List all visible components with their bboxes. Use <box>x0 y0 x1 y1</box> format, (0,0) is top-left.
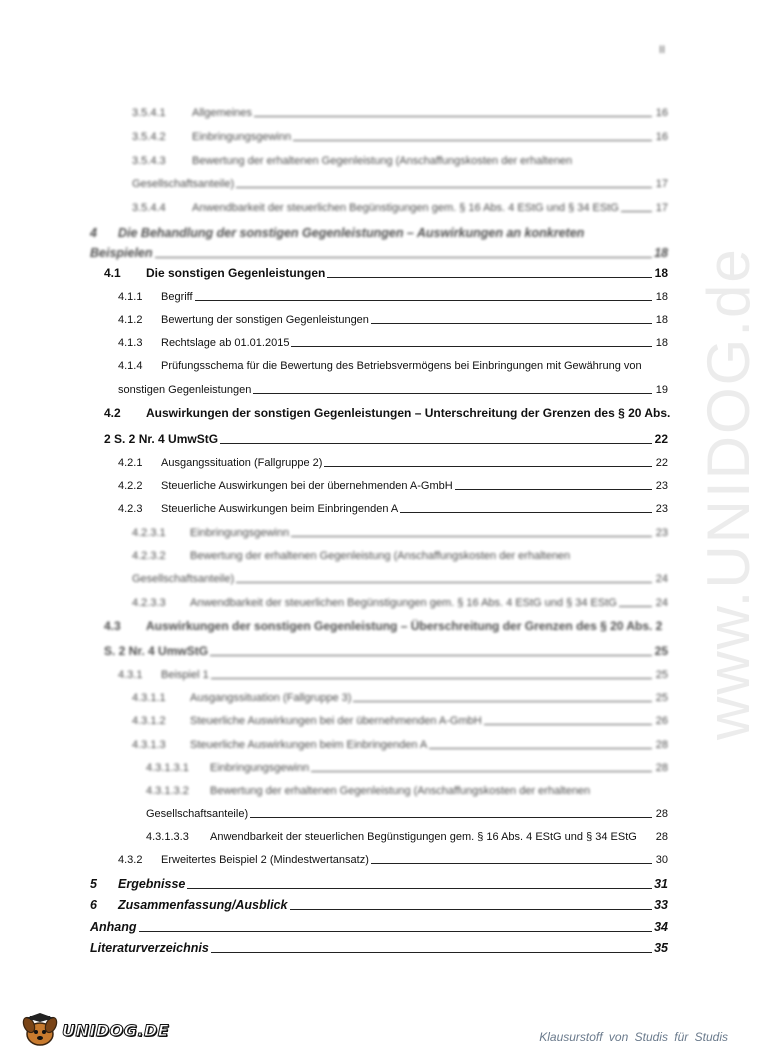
toc-entry <box>132 155 668 167</box>
toc-entry-page: 19 <box>655 384 668 396</box>
toc-entry <box>118 384 668 396</box>
toc-leader <box>291 536 652 537</box>
toc-entry-number: 4.2.3.2 <box>132 550 166 562</box>
toc-entry-number: 6 <box>90 898 97 912</box>
toc-entry-number: 4.2 <box>104 406 121 420</box>
toc-leader <box>290 909 653 910</box>
toc-entry-number: 4.3.2 <box>118 854 143 866</box>
toc-entry-page: 17 <box>655 178 668 190</box>
toc-entry <box>146 785 668 797</box>
toc-leader <box>324 466 652 467</box>
toc-entry-title: Anwendbarkeit der steuerlichen Begünstigungen gem. § 16 Abs. 4 EStG und § 34 EStG <box>210 831 637 843</box>
toc-leader <box>236 187 652 188</box>
toc-entry-number: 4.3.1.1 <box>132 692 166 704</box>
toc-entry-number: 4.2.3 <box>118 503 143 515</box>
toc-entry-page: 25 <box>654 644 668 658</box>
toc-entry-page: 28 <box>655 739 668 751</box>
toc-leader <box>429 748 652 749</box>
toc-entry <box>146 808 668 820</box>
toc-leader <box>236 582 652 583</box>
toc-entry-page: 18 <box>654 246 668 260</box>
toc-entry-title: Zusammenfassung/Ausblick <box>118 898 288 912</box>
toc-leader <box>293 140 652 141</box>
toc-entry-title: Erweitertes Beispiel 2 (Mindestwertansatz) <box>161 854 369 866</box>
toc-entry-number: 4.3 <box>104 619 121 633</box>
toc-entry-title: Einbringungsgewinn <box>210 762 310 774</box>
toc-entry <box>146 831 668 843</box>
toc-entry <box>90 941 668 955</box>
toc-entry-number: 4.2.1 <box>118 457 143 469</box>
toc-entry <box>118 480 668 492</box>
toc-entry-title: Die sonstigen Gegenleistungen <box>146 266 326 280</box>
toc-entry <box>104 266 668 280</box>
toc-entry-page: 30 <box>655 854 668 866</box>
toc-entry <box>104 644 668 658</box>
toc-entry <box>118 314 668 326</box>
toc-leader <box>311 771 652 772</box>
toc-entry <box>132 131 668 143</box>
toc-leader <box>371 863 652 864</box>
toc-entry-title: Bewertung der erhaltenen Gegenleistung (Anschaffungskosten der erhaltenen <box>190 550 571 562</box>
toc-entry-page: 28 <box>655 762 668 774</box>
toc-entry-page: 23 <box>655 503 668 515</box>
unidog-logo <box>20 1012 169 1048</box>
toc-entry-number: 3.5.4.2 <box>132 131 166 143</box>
toc-entry-title: Die Behandlung der sonstigen Gegenleistungen – Auswirkungen an konkreten <box>118 226 585 240</box>
toc-entry <box>132 739 668 751</box>
toc-leader <box>139 931 652 932</box>
toc-entry-title: Steuerliche Auswirkungen bei der übernehmenden A-GmbH <box>161 480 453 492</box>
toc-leader <box>210 655 652 656</box>
toc-entry <box>104 406 671 420</box>
toc-leader <box>353 701 652 702</box>
toc-entry-page: 16 <box>655 107 668 119</box>
toc-entry-number: 4.1.2 <box>118 314 143 326</box>
toc-entry <box>132 550 668 562</box>
toc-entry <box>118 360 668 372</box>
toc-entry-title: S. 2 Nr. 4 UmwStG <box>104 644 209 658</box>
toc-entry-page: 17 <box>655 202 668 214</box>
toc-leader <box>220 443 652 444</box>
toc-entry-page: 18 <box>654 266 668 280</box>
toc-entry <box>132 692 668 704</box>
toc-entry-page: 23 <box>655 527 668 539</box>
toc-entry-page: 18 <box>655 314 668 326</box>
toc-entry-page: 31 <box>654 877 668 891</box>
toc-entry <box>104 432 668 446</box>
toc-entry <box>90 920 668 934</box>
footer-tagline: Klausurstoff von Studis für Studis <box>539 1030 728 1044</box>
toc-entry-page: 22 <box>655 457 668 469</box>
toc-entry-title: Allgemeines <box>192 107 252 119</box>
toc-entry-page: 35 <box>654 941 668 955</box>
toc-entry-title: 2 S. 2 Nr. 4 UmwStG <box>104 432 219 446</box>
toc-entry-number: 4.1 <box>104 266 121 280</box>
toc-entry-page: 23 <box>655 480 668 492</box>
toc-leader <box>211 678 652 679</box>
toc-leader <box>619 606 652 607</box>
toc-entry-title: Steuerliche Auswirkungen beim Einbringenden A <box>161 503 399 515</box>
toc-entry-title: Rechtslage ab 01.01.2015 <box>161 337 290 349</box>
toc-entry-title: Beispiel 1 <box>161 669 209 681</box>
toc-entry-title: Ausgangssituation (Fallgruppe 3) <box>190 692 352 704</box>
toc-entry <box>90 877 668 891</box>
toc-entry-title: Anwendbarkeit der steuerlichen Begünstigungen gem. § 16 Abs. 4 EStG und § 34 EStG <box>190 597 617 609</box>
toc-entry-title: sonstigen Gegenleistungen <box>118 384 252 396</box>
toc-entry-page: 26 <box>655 715 668 727</box>
dog-mascot-icon <box>20 1012 60 1048</box>
toc-entry-title: Auswirkungen der sonstigen Gegenleistung – Überschreitung der Grenzen des § 20 Abs. 2 <box>146 619 663 633</box>
toc-entry <box>132 107 668 119</box>
toc-entry-page: 28 <box>655 808 668 820</box>
toc-leader <box>250 817 652 818</box>
toc-entry-number: 4.3.1.3.1 <box>146 762 189 774</box>
toc-leader <box>155 257 652 258</box>
toc-entry-number: 4.1.1 <box>118 291 143 303</box>
toc-entry-title: Prüfungsschema für die Bewertung des Betriebsvermögens bei Einbringungen mit Gewährung von <box>161 360 642 372</box>
toc-leader <box>371 323 652 324</box>
toc-entry <box>146 762 668 774</box>
watermark: www.UNIDOG.de <box>695 247 762 740</box>
toc-entry <box>132 202 668 214</box>
toc-entry-page: 22 <box>654 432 668 446</box>
toc-entry-number: 4.3.1.3.3 <box>146 831 189 843</box>
toc-entry-number: 4.2.3.1 <box>132 527 166 539</box>
toc-entry-page: 33 <box>654 898 668 912</box>
toc-entry <box>132 573 668 585</box>
toc-entry-title: Steuerliche Auswirkungen bei der übernehmenden A-GmbH <box>190 715 482 727</box>
toc-entry-page: 24 <box>655 597 668 609</box>
toc-entry-page: 18 <box>655 291 668 303</box>
toc-entry-title: Gesellschaftsanteile) <box>132 573 235 585</box>
toc-entry-number: 4.3.1 <box>118 669 143 681</box>
toc-entry-title: Gesellschaftsanteile) <box>132 178 235 190</box>
toc-entry-number: 5 <box>90 877 97 891</box>
toc-entry-title: Einbringungsgewinn <box>192 131 292 143</box>
toc-leader <box>254 116 652 117</box>
toc-entry <box>132 527 668 539</box>
toc-entry-page: 28 <box>655 831 668 843</box>
toc-leader <box>327 277 652 278</box>
toc-entry <box>118 854 668 866</box>
toc-entry <box>132 597 668 609</box>
toc-entry-page: 25 <box>655 669 668 681</box>
toc-entry-page: 18 <box>655 337 668 349</box>
toc-entry-title: Bewertung der erhaltenen Gegenleistung (Anschaffungskosten der erhaltenen <box>210 785 591 797</box>
toc-entry-title: Ergebnisse <box>118 877 186 891</box>
toc-entry-number: 4.3.1.3.2 <box>146 785 189 797</box>
toc-entry-page: 24 <box>655 573 668 585</box>
toc-entry-number: 3.5.4.3 <box>132 155 166 167</box>
toc-entry <box>118 337 668 349</box>
toc-entry-title: Beispielen <box>90 246 153 260</box>
toc-entry <box>118 503 668 515</box>
toc-entry-title: Bewertung der sonstigen Gegenleistungen <box>161 314 369 326</box>
toc-entry-number: 4.2.3.3 <box>132 597 166 609</box>
toc-leader <box>400 512 652 513</box>
toc-entry-page: 25 <box>655 692 668 704</box>
toc-leader <box>291 346 652 347</box>
toc-entry-title: Anwendbarkeit der steuerlichen Begünstigungen gem. § 16 Abs. 4 EStG und § 34 EStG <box>192 202 619 214</box>
toc-entry-title: Literaturverzeichnis <box>90 941 209 955</box>
toc-entry <box>132 715 668 727</box>
toc-entry-title: Begriff <box>161 291 193 303</box>
toc-entry-title: Gesellschaftsanteile) <box>146 808 249 820</box>
toc-entry-number: 4.1.3 <box>118 337 143 349</box>
toc-leader <box>455 489 652 490</box>
toc-entry-number: 4.3.1.2 <box>132 715 166 727</box>
toc-leader <box>621 211 652 212</box>
toc-entry-title: Ausgangssituation (Fallgruppe 2) <box>161 457 323 469</box>
toc-entry-number: 4.3.1.3 <box>132 739 166 751</box>
toc-entry-number: 4.1.4 <box>118 360 143 372</box>
toc-leader <box>253 393 652 394</box>
toc-entry-number: 4 <box>90 226 97 240</box>
toc-entry-title: Steuerliche Auswirkungen beim Einbringenden A <box>190 739 428 751</box>
toc-leader <box>484 724 652 725</box>
toc-entry-title: Auswirkungen der sonstigen Gegenleistungen – Unterschreitung der Grenzen des § 20 Abs. <box>146 406 671 420</box>
toc-entry-number: 3.5.4.4 <box>132 202 166 214</box>
brand-name: UNIDOG.DE <box>62 1020 170 1040</box>
toc-entry-number: 4.2.2 <box>118 480 143 492</box>
toc-entry <box>132 178 668 190</box>
toc-leader <box>195 300 652 301</box>
toc-entry <box>90 898 668 912</box>
toc-leader <box>187 888 652 889</box>
toc-entry <box>90 226 668 240</box>
toc-entry-page: 16 <box>655 131 668 143</box>
toc-entry <box>118 457 668 469</box>
toc-entry <box>118 291 668 303</box>
toc-entry-title: Bewertung der erhaltenen Gegenleistung (Anschaffungskosten der erhaltenen <box>192 155 573 167</box>
toc-entry <box>104 619 668 633</box>
toc-entry-number: 3.5.4.1 <box>132 107 166 119</box>
toc-entry-title: Einbringungsgewinn <box>190 527 290 539</box>
toc-leader <box>211 952 652 953</box>
toc-entry-page: 34 <box>654 920 668 934</box>
page-number: II <box>659 44 666 56</box>
toc-entry-title: Anhang <box>90 920 137 934</box>
toc-entry <box>118 669 668 681</box>
toc-entry <box>90 246 668 260</box>
